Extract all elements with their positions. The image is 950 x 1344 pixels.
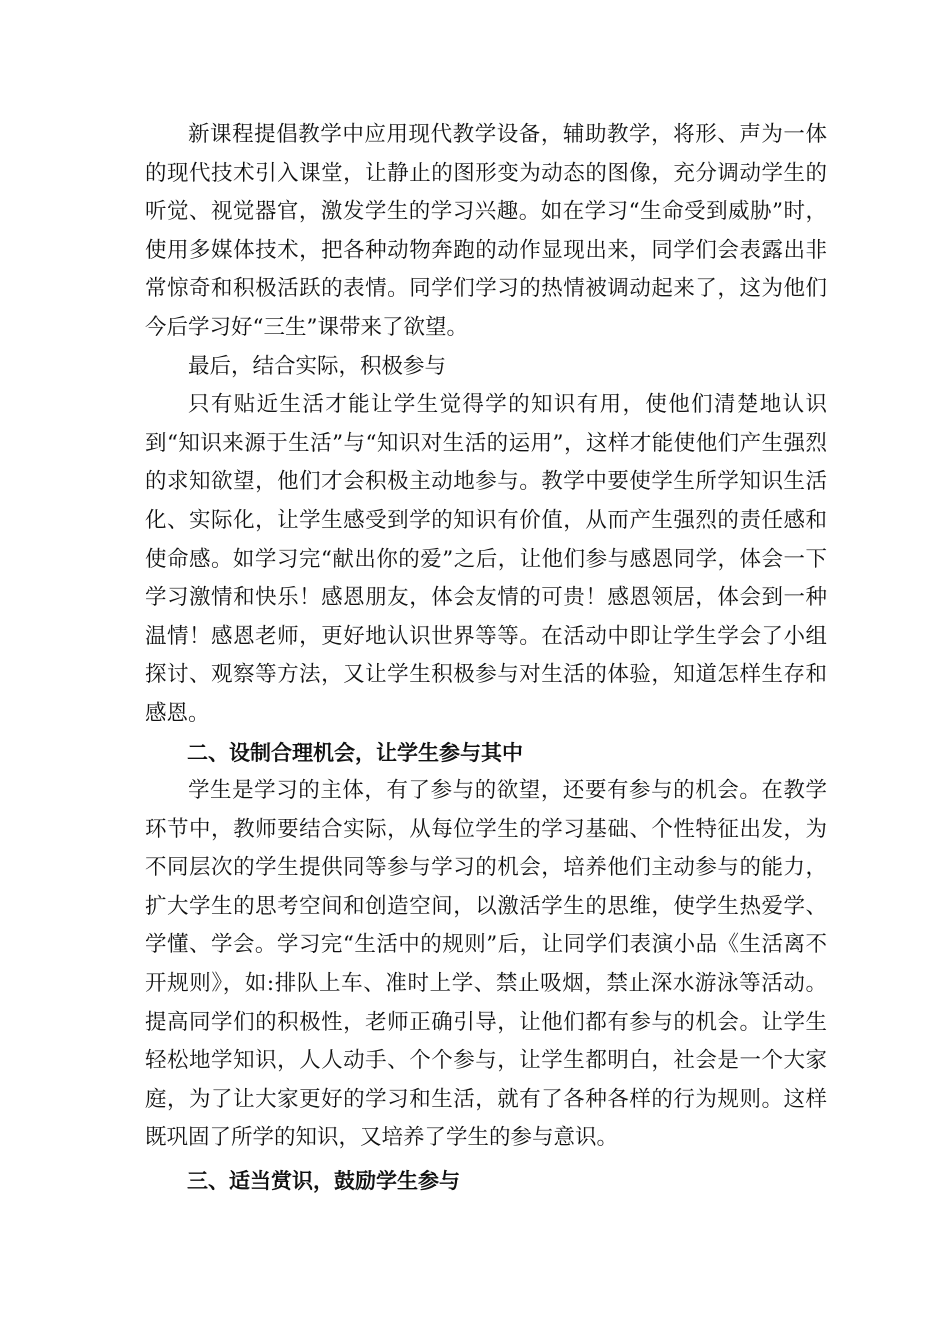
- paragraph-participation-opportunity: 学生是学习的主体，有了参与的欲望，还要有参与的机会。在教学环节中，教师要结合实际，从每位学生的学习基础、个性特征出发，为不同层次的学生提供同等参与学习的机会，培养他们主动参与的能力，扩大学生的思考空间和创造空间，以激活学生的思维，使学生热爱学、学懂、学会。学习完“生活中的规则”后，让同学们表演小品《生活离不开规则》，如:排队上车、准时上学、禁止吸烟，禁止深水游泳等活动。提高同学们的积极性，老师正确引导，让他们都有参与的机会。让学生轻松地学知识，人人动手、个个参与，让学生都明白，社会是一个大家庭，为了让大家更好的学习和生活，就有了各种各样的行为规则。这样既巩固了所学的知识，又培养了学生的参与意识。: [145, 778, 827, 1151]
- section-heading-2: 二、设制合理机会，让学生参与其中: [187, 740, 523, 765]
- paragraph-multimedia-teaching: 新课程提倡教学中应用现代教学设备，辅助教学，将形、声为一体的现代技术引入课堂，让静止的图形变为动态的图像，充分调动学生的听觉、视觉器官，激发学生的学习兴趣。如在学习“生命受到威胁”时，使用多媒体技术，把各种动物奔跑的动作显现出来，同学们会表露出非常惊奇和积极活跃的表情。同学们学习的热情被调动起来了，这为他们今后学习好“三生”课带来了欲望。: [145, 122, 827, 340]
- paragraph-subheading-finally: 最后，结合实际，积极参与: [188, 353, 447, 379]
- document-body: [145, 116, 827, 1201]
- paragraph-life-connection: 只有贴近生活才能让学生觉得学的知识有用，使他们清楚地认识到“知识来源于生活”与“知识对生活的运用”，这样才能使他们产生强烈的求知欲望，他们才会积极主动地参与。教学中要使学生所学知识生活化、实际化，让学生感受到学的知识有价值，从而产生强烈的责任感和使命感。如学习完“献出你的爱”之后，让他们参与感恩同学，体会一下学习激情和快乐！感恩朋友，体会友情的可贵！感恩领居，体会到一种温情！感恩老师，更好地认识世界等等。在活动中即让学生学会了小组探讨、观察等方法，又让学生积极参与对生活的体验，知道怎样生存和感恩。: [145, 392, 827, 726]
- section-heading-3: 三、适当赏识，鼓励学生参与: [187, 1169, 460, 1194]
